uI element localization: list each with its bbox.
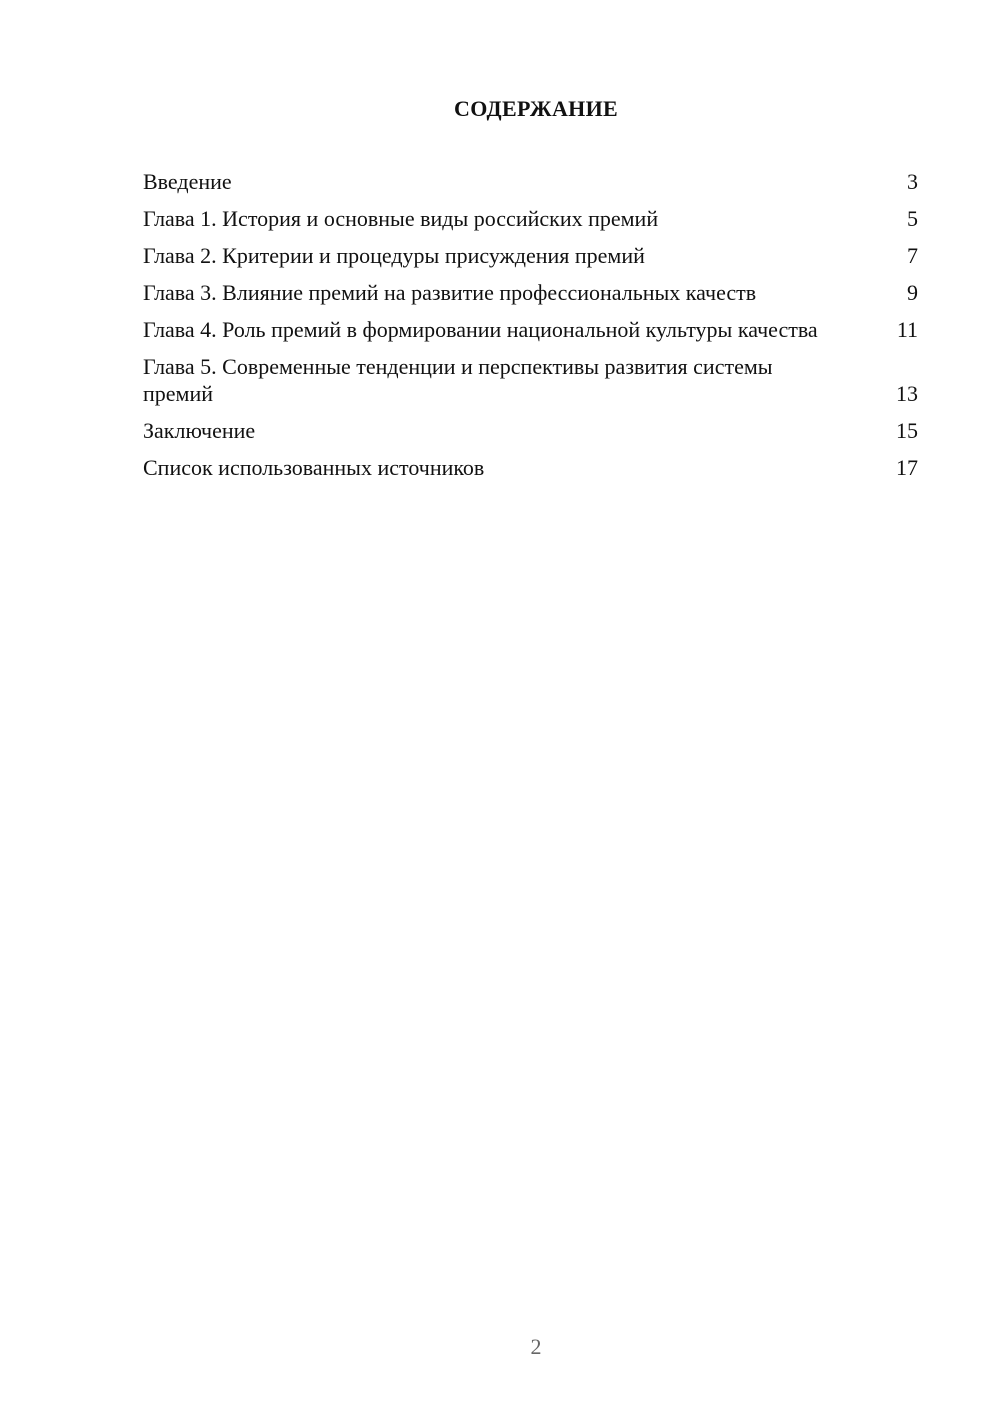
toc-entry-chapter-1[interactable] [143,205,918,232]
toc-entry-conclusion[interactable] [143,417,918,444]
toc-entry-chapter-4[interactable] [143,316,918,343]
toc-entry-page: 3 [907,169,918,194]
toc-entry-page: 17 [896,455,918,480]
toc-entry-page: 9 [907,280,918,305]
toc-entry-label: Глава 1. История и основные виды российских премий [143,206,659,231]
toc-entry-chapter-2[interactable] [143,242,918,269]
table-of-contents [143,168,918,491]
toc-entry-label: Глава 5. Современные тенденции и перспективы развития системы премий [143,354,773,406]
toc-entry-page: 7 [907,243,918,268]
toc-entry-references[interactable] [143,454,918,481]
toc-entry-page: 13 [896,381,918,406]
toc-entry-label: Введение [143,169,232,194]
toc-entry-label: Глава 3. Влияние премий на развитие профессиональных качеств [143,280,757,305]
toc-entry-label: Список использованных источников [143,455,485,480]
page-title: СОДЕРЖАНИЕ [454,96,618,121]
toc-entry-introduction[interactable] [143,168,918,195]
toc-entry-chapter-3[interactable] [143,279,918,306]
toc-entry-label: Заключение [143,418,256,443]
toc-entry-label: Глава 4. Роль премий в формировании национальной культуры качества [143,317,818,342]
toc-entry-label: Глава 2. Критерии и процедуры присуждения премий [143,243,645,268]
toc-entry-page: 5 [907,206,918,231]
toc-entry-page: 15 [896,418,918,443]
page-number: 2 [530,1334,542,1359]
toc-entry-chapter-5[interactable] [143,353,918,407]
toc-entry-page: 11 [896,317,918,342]
